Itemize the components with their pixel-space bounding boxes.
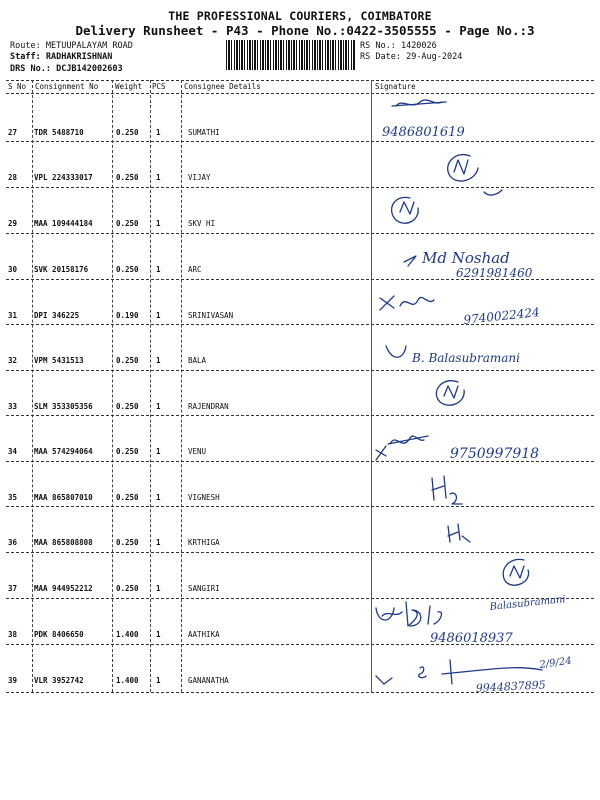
row-weight: 0.250	[116, 128, 139, 137]
col-header-weight: Weight	[115, 82, 143, 91]
col-header-consignment: Consignment No	[35, 82, 99, 91]
signature-mark	[448, 524, 470, 542]
row-consignee: VIJAY	[188, 173, 211, 182]
drs-label: DRS No.:	[10, 64, 51, 74]
runsheet-title: Delivery Runsheet - P43 - Phone No.:0422-3505555 - Page No.:3	[75, 23, 535, 38]
row-weight: 1.400	[116, 676, 139, 685]
row-consignment: MAA 109444184	[34, 219, 93, 228]
signature-mark	[400, 202, 414, 214]
row-sno: 28	[8, 173, 18, 182]
row-consignee: VENU	[188, 447, 207, 456]
row-consignment: VPL 224333017	[34, 173, 93, 182]
row-pcs: 1	[156, 219, 161, 228]
row-consignee: RAJENDRAN	[188, 402, 229, 411]
barcode	[226, 40, 355, 70]
col-divider	[32, 80, 33, 692]
row-consignment: SLM 353305356	[34, 402, 93, 411]
handwritten-phone: 9750997918	[450, 446, 540, 462]
row-weight: 0.250	[116, 173, 139, 182]
row-sno: 38	[8, 630, 18, 639]
handwritten-phone: 9740022424	[462, 305, 541, 327]
row-pcs: 1	[156, 311, 161, 320]
row-consignment: MAA 865807010	[34, 493, 93, 502]
handwritten-name: Md Noshad	[422, 249, 510, 267]
signature-mark	[376, 676, 392, 684]
signature-mark	[454, 160, 468, 174]
row-pcs: 1	[156, 676, 161, 685]
handwritten-phone: 9944837895	[475, 678, 547, 695]
rs-no-line	[360, 41, 437, 51]
signature-mark	[503, 559, 528, 585]
rs-date-label: RS Date:	[360, 52, 401, 62]
signature-mark	[392, 197, 419, 223]
row-consignee: SUMATHI	[188, 128, 220, 137]
col-header-sno: S No	[8, 82, 27, 91]
col-divider	[150, 80, 151, 692]
row-pcs: 1	[156, 493, 161, 502]
row-consignment: VLR 3952742	[34, 676, 84, 685]
staff-label: Staff:	[10, 52, 41, 62]
row-consignment: MAA 574294064	[34, 447, 93, 456]
row-pcs: 1	[156, 538, 161, 547]
rs-date-line	[360, 52, 462, 62]
drs-line	[10, 64, 123, 74]
row-consignee: BALA	[188, 356, 207, 365]
row-weight: 0.250	[116, 402, 139, 411]
signature-mark	[406, 602, 421, 626]
row-weight: 0.250	[116, 584, 139, 593]
route-value: METUUPALAYAM ROAD	[45, 41, 133, 51]
staff-value: RADHAKRISHNAN	[45, 52, 113, 62]
col-header-pcs: PCS	[152, 82, 166, 91]
row-consignee: GANANATHA	[188, 676, 229, 685]
row-weight: 0.250	[116, 447, 139, 456]
row-pcs: 1	[156, 402, 161, 411]
handwritten-phone: 9486018937	[430, 631, 513, 646]
row-weight: 0.250	[116, 538, 139, 547]
row-consignment: MAA 944952212	[34, 584, 93, 593]
row-sno: 29	[8, 219, 18, 228]
row-sno: 33	[8, 402, 18, 411]
row-sno: 32	[8, 356, 18, 365]
row-consignment: PDK 8406650	[34, 630, 84, 639]
row-consignment: MAA 865808808	[34, 538, 93, 547]
row-weight: 0.250	[116, 493, 139, 502]
row-sno: 31	[8, 311, 18, 320]
drs-value: DCJB142002603	[56, 64, 123, 74]
col-header-consignee: Consignee Details	[184, 82, 261, 91]
staff-line	[10, 52, 112, 62]
col-divider	[112, 80, 113, 692]
signature-mark	[404, 256, 416, 266]
route-line	[10, 41, 133, 51]
row-pcs: 1	[156, 584, 161, 593]
handwritten-name: Balasubramani	[489, 594, 567, 613]
row-weight: 0.190	[116, 311, 139, 320]
signature-mark	[444, 386, 458, 398]
row-pcs: 1	[156, 447, 161, 456]
row-consignment: TDR 5488710	[34, 128, 84, 137]
row-sno: 35	[8, 493, 18, 502]
company-title: THE PROFESSIONAL COURIERS, COIMBATORE	[168, 9, 432, 23]
row-sno: 36	[8, 538, 18, 547]
row-consignee: SANGIRI	[188, 584, 220, 593]
row-consignee: SKV HI	[188, 219, 216, 228]
row-consignee: KRTHIGA	[188, 538, 220, 547]
row-weight: 1.400	[116, 630, 139, 639]
signature-mark	[448, 155, 478, 181]
row-consignee: ARC	[188, 265, 202, 274]
handwritten-phone: 9486801619	[382, 125, 465, 140]
row-consignment: VPM 5431513	[34, 356, 84, 365]
row-pcs: 1	[156, 173, 161, 182]
row-consignment: DPI 346225	[34, 311, 80, 320]
signature-area	[372, 80, 594, 695]
route-label: Route:	[10, 41, 41, 51]
signature-mark	[380, 296, 394, 310]
row-sno: 37	[8, 584, 18, 593]
rs-no-label: RS No.:	[360, 41, 396, 51]
row-pcs: 1	[156, 128, 161, 137]
signature-mark	[428, 606, 441, 624]
signature-mark	[484, 190, 502, 195]
row-pcs: 1	[156, 630, 161, 639]
row-weight: 0.250	[116, 265, 139, 274]
col-header-signature: Signature	[375, 82, 416, 91]
signature-mark	[400, 297, 434, 306]
signature-mark	[510, 566, 524, 578]
handwritten-name: B. Balasubramani	[412, 351, 520, 365]
row-consignee: SRINIVASAN	[188, 311, 234, 320]
row-pcs: 1	[156, 265, 161, 274]
row-sno: 30	[8, 265, 18, 274]
col-divider	[181, 80, 182, 692]
handwritten-date: 2/9/24	[538, 655, 573, 671]
row-weight: 0.250	[116, 219, 139, 228]
signature-mark	[419, 667, 426, 678]
row-pcs: 1	[156, 356, 161, 365]
row-consignee: AATHIKA	[188, 630, 220, 639]
signature-mark	[432, 476, 462, 504]
row-sno: 27	[8, 128, 18, 137]
signature-mark	[386, 346, 406, 357]
row-sno: 39	[8, 676, 18, 685]
row-weight: 0.250	[116, 356, 139, 365]
signature-mark	[376, 446, 386, 460]
row-sno: 34	[8, 447, 18, 456]
signature-mark	[376, 608, 402, 620]
handwritten-phone: 6291981460	[456, 266, 533, 280]
rs-date-value: 29-Aug-2024	[406, 52, 463, 62]
rs-no-value: 1420026	[400, 41, 437, 51]
signature-mark	[436, 381, 464, 406]
row-consignment: SVK 20158176	[34, 265, 89, 274]
row-consignee: VIGNESH	[188, 493, 220, 502]
